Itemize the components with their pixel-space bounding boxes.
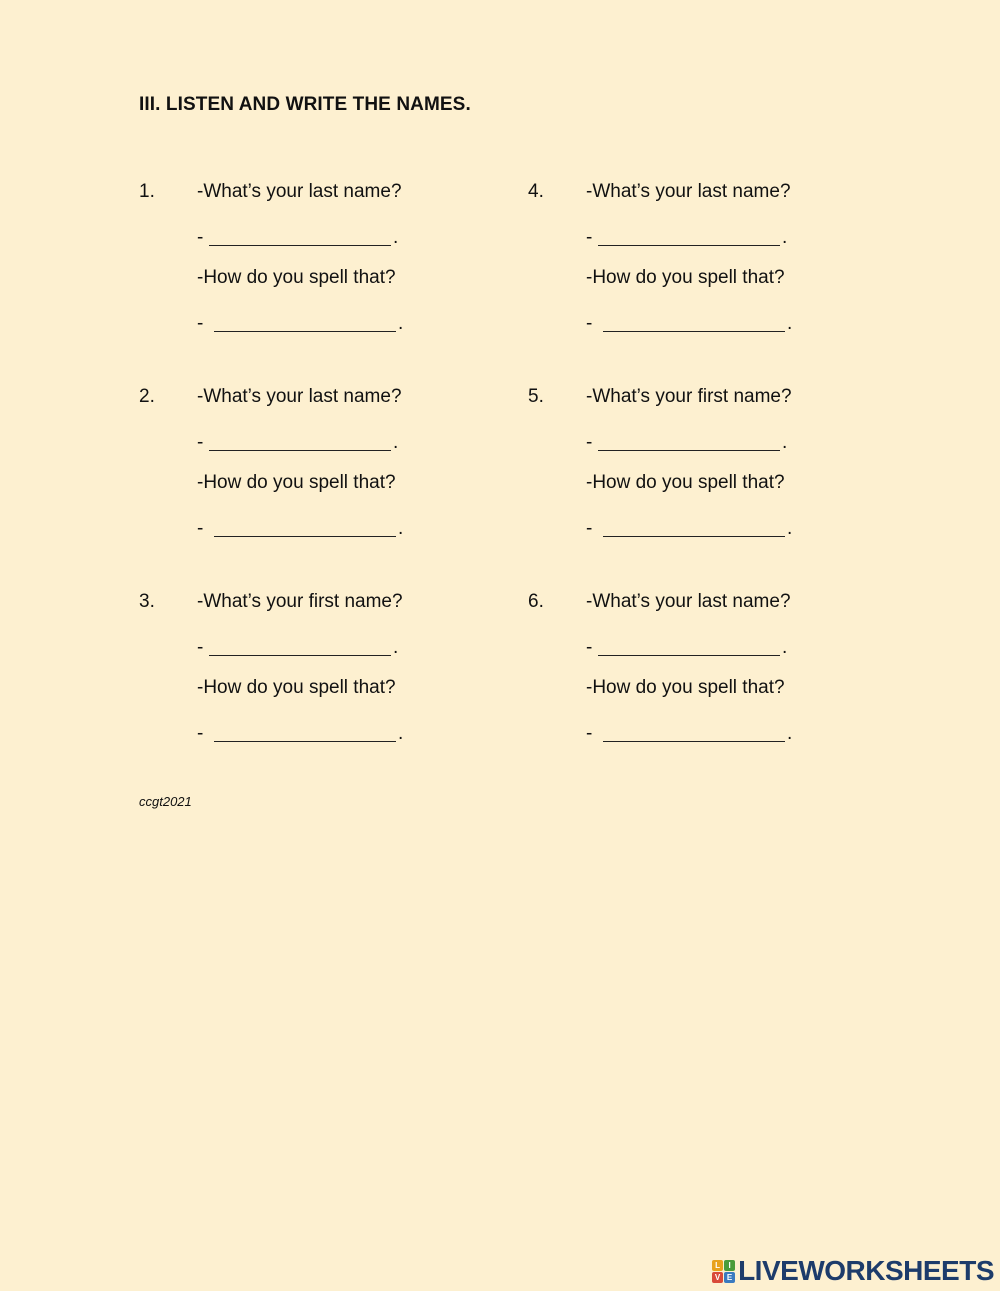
follow-up-text: -How do you spell that? bbox=[586, 472, 785, 493]
question-item-6 bbox=[528, 591, 908, 761]
spelling-blank[interactable] bbox=[214, 724, 396, 742]
answer-dash: - bbox=[586, 518, 593, 539]
answer-dash: - bbox=[197, 518, 204, 539]
name-blank[interactable] bbox=[598, 638, 780, 656]
answer-line-spelling bbox=[586, 311, 792, 335]
answer-period: . bbox=[398, 518, 404, 539]
answer-line-name bbox=[197, 225, 398, 249]
answer-period: . bbox=[393, 227, 399, 248]
answer-dash: - bbox=[197, 723, 204, 744]
answer-line-spelling bbox=[586, 721, 792, 745]
item-number: 4. bbox=[528, 181, 544, 202]
question-item-4 bbox=[528, 181, 908, 351]
answer-line-name bbox=[586, 635, 787, 659]
follow-up-text: -How do you spell that? bbox=[586, 677, 785, 698]
answer-line-spelling bbox=[197, 311, 403, 335]
spelling-blank[interactable] bbox=[214, 314, 396, 332]
answer-line-name bbox=[586, 430, 787, 454]
follow-up-text: -How do you spell that? bbox=[586, 267, 785, 288]
logo-letter-l: L bbox=[712, 1260, 723, 1271]
follow-up-text: -How do you spell that? bbox=[197, 267, 396, 288]
item-number: 1. bbox=[139, 181, 155, 202]
question-item-5 bbox=[528, 386, 908, 556]
answer-dash: - bbox=[586, 227, 593, 248]
answer-period: . bbox=[782, 432, 788, 453]
follow-up-text: -How do you spell that? bbox=[197, 677, 396, 698]
name-blank[interactable] bbox=[598, 433, 780, 451]
name-blank[interactable] bbox=[209, 433, 391, 451]
spelling-blank[interactable] bbox=[214, 519, 396, 537]
author-credit: ccgt2021 bbox=[139, 794, 192, 809]
answer-period: . bbox=[398, 313, 404, 334]
answer-period: . bbox=[393, 637, 399, 658]
answer-period: . bbox=[398, 723, 404, 744]
question-text: -What’s your last name? bbox=[586, 181, 791, 202]
answer-dash: - bbox=[586, 313, 593, 334]
answer-dash: - bbox=[586, 723, 593, 744]
spelling-blank[interactable] bbox=[603, 519, 785, 537]
question-text: -What’s your first name? bbox=[586, 386, 792, 407]
item-number: 2. bbox=[139, 386, 155, 407]
answer-line-name bbox=[197, 635, 398, 659]
logo-letter-i: I bbox=[724, 1260, 735, 1271]
answer-dash: - bbox=[197, 432, 204, 453]
item-number: 5. bbox=[528, 386, 544, 407]
logo-letter-e: E bbox=[724, 1272, 735, 1283]
liveworksheets-logo[interactable] bbox=[712, 1256, 994, 1286]
name-blank[interactable] bbox=[209, 638, 391, 656]
answer-line-spelling bbox=[586, 516, 792, 540]
question-text: -What’s your first name? bbox=[197, 591, 403, 612]
logo-letter-v: V bbox=[712, 1272, 723, 1283]
answer-dash: - bbox=[586, 432, 593, 453]
answer-period: . bbox=[393, 432, 399, 453]
question-item-1 bbox=[139, 181, 519, 351]
answer-dash: - bbox=[586, 637, 593, 658]
answer-line-spelling bbox=[197, 516, 403, 540]
item-number: 6. bbox=[528, 591, 544, 612]
follow-up-text: -How do you spell that? bbox=[197, 472, 396, 493]
answer-period: . bbox=[787, 518, 793, 539]
spelling-blank[interactable] bbox=[603, 724, 785, 742]
answer-period: . bbox=[787, 313, 793, 334]
answer-dash: - bbox=[197, 227, 204, 248]
answer-line-spelling bbox=[197, 721, 403, 745]
worksheet-title: III. LISTEN AND WRITE THE NAMES. bbox=[139, 94, 471, 115]
name-blank[interactable] bbox=[209, 228, 391, 246]
answer-dash: - bbox=[197, 313, 204, 334]
answer-line-name bbox=[197, 430, 398, 454]
answer-period: . bbox=[782, 227, 788, 248]
question-text: -What’s your last name? bbox=[586, 591, 791, 612]
logo-text: LIVEWORKSHEETS bbox=[738, 1255, 994, 1286]
question-text: -What’s your last name? bbox=[197, 386, 402, 407]
question-item-3 bbox=[139, 591, 519, 761]
answer-period: . bbox=[782, 637, 788, 658]
answer-line-name bbox=[586, 225, 787, 249]
logo-icon bbox=[712, 1260, 735, 1283]
answer-dash: - bbox=[197, 637, 204, 658]
item-number: 3. bbox=[139, 591, 155, 612]
question-item-2 bbox=[139, 386, 519, 556]
question-text: -What’s your last name? bbox=[197, 181, 402, 202]
answer-period: . bbox=[787, 723, 793, 744]
name-blank[interactable] bbox=[598, 228, 780, 246]
spelling-blank[interactable] bbox=[603, 314, 785, 332]
